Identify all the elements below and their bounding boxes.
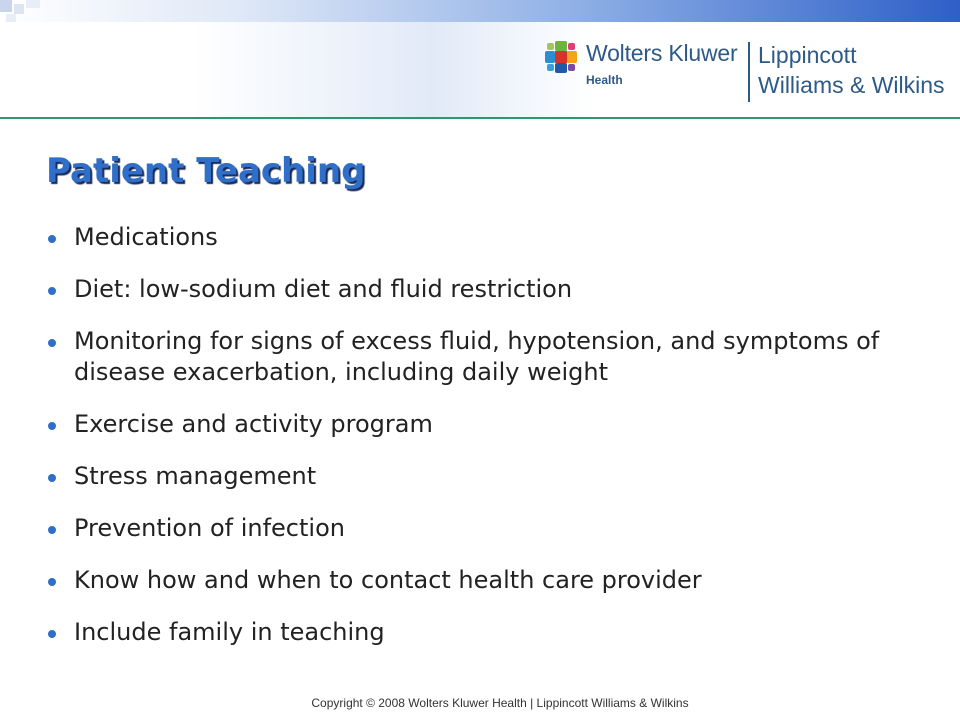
logo-divider bbox=[748, 42, 750, 102]
logo-partner-line1: Lippincott bbox=[758, 42, 857, 68]
logo-partner-line2: Williams & Wilkins bbox=[758, 72, 945, 98]
bullet-item bbox=[46, 617, 926, 648]
logo-brand-sub: Health bbox=[586, 73, 623, 87]
top-gradient-band bbox=[0, 0, 960, 22]
bullet-text: Include family in teaching bbox=[74, 618, 385, 646]
bullet-dot-icon bbox=[48, 235, 56, 243]
publisher-logo bbox=[544, 38, 954, 108]
bullet-list bbox=[46, 222, 926, 669]
bullet-text: Prevention of infection bbox=[74, 514, 345, 542]
bullet-item bbox=[46, 565, 926, 596]
corner-square bbox=[14, 4, 24, 14]
copyright-footer: Copyright © 2008 Wolters Kluwer Health | Lippincott Williams & Wilkins bbox=[311, 696, 689, 710]
bullet-text: Monitoring for signs of excess fluid, hypotension, and symptoms of disease exacerbation, including daily weight bbox=[74, 327, 880, 386]
bullet-dot-icon bbox=[48, 578, 56, 586]
bullet-item bbox=[46, 222, 926, 253]
corner-square bbox=[26, 0, 40, 8]
logo-brand-name: Wolters Kluwer bbox=[586, 40, 738, 66]
bullet-dot-icon bbox=[48, 474, 56, 482]
bullet-item bbox=[46, 274, 926, 305]
bullet-item bbox=[46, 409, 926, 440]
bullet-dot-icon bbox=[48, 287, 56, 295]
bullet-text: Stress management bbox=[74, 462, 317, 490]
bullet-item bbox=[46, 326, 926, 388]
bullet-dot-icon bbox=[48, 422, 56, 430]
bullet-dot-icon bbox=[48, 630, 56, 638]
bullet-text: Exercise and activity program bbox=[74, 410, 433, 438]
wolters-kluwer-globe-icon bbox=[544, 40, 578, 74]
corner-square bbox=[6, 14, 16, 22]
header-rule bbox=[0, 117, 960, 119]
slide-title: Patient Teaching bbox=[46, 151, 366, 191]
bullet-text: Medications bbox=[74, 223, 218, 251]
bullet-item bbox=[46, 461, 926, 492]
bullet-text: Diet: low-sodium diet and fluid restriction bbox=[74, 275, 573, 303]
bullet-item bbox=[46, 513, 926, 544]
bullet-dot-icon bbox=[48, 339, 56, 347]
bullet-dot-icon bbox=[48, 526, 56, 534]
bullet-text: Know how and when to contact health care provider bbox=[74, 566, 702, 594]
corner-square bbox=[0, 0, 12, 12]
